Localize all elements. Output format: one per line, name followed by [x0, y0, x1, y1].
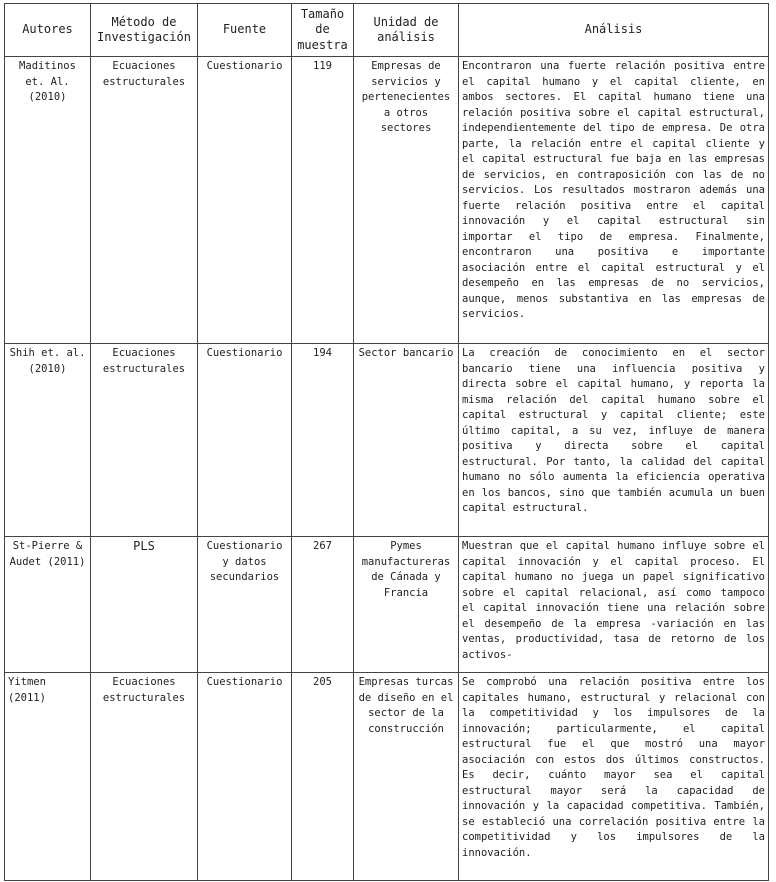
literature-review-table [4, 3, 769, 881]
cell-unidad: Empresas de servicios y pertenecientes a otros sectores [354, 57, 459, 344]
cell-autores: Maditinos et. Al. (2010) [5, 57, 91, 344]
header-row [5, 4, 769, 57]
cell-autores: Shih et. al. (2010) [5, 344, 91, 537]
header-unidad: Unidad de análisis [354, 4, 459, 57]
cell-tamano: 194 [292, 344, 354, 537]
cell-tamano: 205 [292, 673, 354, 881]
cell-fuente: Cuestionario [198, 673, 292, 881]
cell-fuente: Cuestionario [198, 57, 292, 344]
table-row [5, 537, 769, 673]
cell-analisis: La creación de conocimiento en el sector bancario tiene una influencia positiva y directa sobre el capital humano, y reporta la misma relación del capital humano sobre el capital estructural y capital cliente; este último capital, a su vez, influye de manera positiva y directa sobre el capital estructural. Por tanto, la calidad del capital humano no sólo aumenta la eficiencia operativa en los bancos, sino que también acumula un buen capital estructural. [459, 344, 769, 537]
table-row [5, 673, 769, 881]
table-row [5, 57, 769, 344]
cell-autores: Yitmen (2011) [5, 673, 91, 881]
header-metodo: Método de Investigación [91, 4, 198, 57]
cell-unidad: Empresas turcas de diseño en el sector de la construcción [354, 673, 459, 881]
cell-metodo: Ecuaciones estructurales [91, 673, 198, 881]
cell-analisis: Se comprobó una relación positiva entre los capitales humano, estructural y relacional con la competitividad y los impulsores de la innovación; particularmente, el capital estructural fue el que mostró una mayor asociación con estos dos últimos constructos. Es decir, cuánto mayor sea el capital estructural mayor será la capacidad de innovación y la capacidad competitiva. También, se estableció una correlación positiva entre la competitividad y los impulsores de la innovación. [459, 673, 769, 881]
cell-analisis: Muestran que el capital humano influye sobre el capital innovación y el capital proceso. El capital humano no juega un papel significativo sobre el capital relacional, así como tampoco el capital innovación tiene una relación sobre el desempeño de la empresa -variación en las ventas, productividad, tasa de retorno de los activos- [459, 537, 769, 673]
cell-tamano: 267 [292, 537, 354, 673]
cell-unidad: Pymes manufactureras de Cánada y Francia [354, 537, 459, 673]
cell-metodo: Ecuaciones estructurales [91, 57, 198, 344]
cell-metodo: Ecuaciones estructurales [91, 344, 198, 537]
cell-analisis: Encontraron una fuerte relación positiva entre el capital humano y el capital cliente, en ambos sectores. El capital humano tiene una relación positiva sobre el capital estructural, independientemente del tipo de empresa. De otra parte, la relación entre el capital cliente y el capital estructural fue baja en las empresas de servicios, en contraposición con las de no servicios. Los resultados mostraron además una fuerte relación positiva entre el capital innovación y el capital estructural sin importar el tipo de empresa. Finalmente, encontraron una positiva e importante asociación entre el capital estructural y el desempeño en las empresas de no servicios, aunque, menos substantiva en las empresas de servicios. [459, 57, 769, 344]
cell-autores: St-Pierre & Audet (2011) [5, 537, 91, 673]
header-analisis: Análisis [459, 4, 769, 57]
header-fuente: Fuente [198, 4, 292, 57]
header-tamano: Tamaño de muestra [292, 4, 354, 57]
header-autores: Autores [5, 4, 91, 57]
table-row [5, 344, 769, 537]
cell-fuente: Cuestionario [198, 344, 292, 537]
cell-tamano: 119 [292, 57, 354, 344]
cell-fuente: Cuestionario y datos secundarios [198, 537, 292, 673]
cell-unidad: Sector bancario [354, 344, 459, 537]
cell-metodo: PLS [91, 537, 198, 673]
